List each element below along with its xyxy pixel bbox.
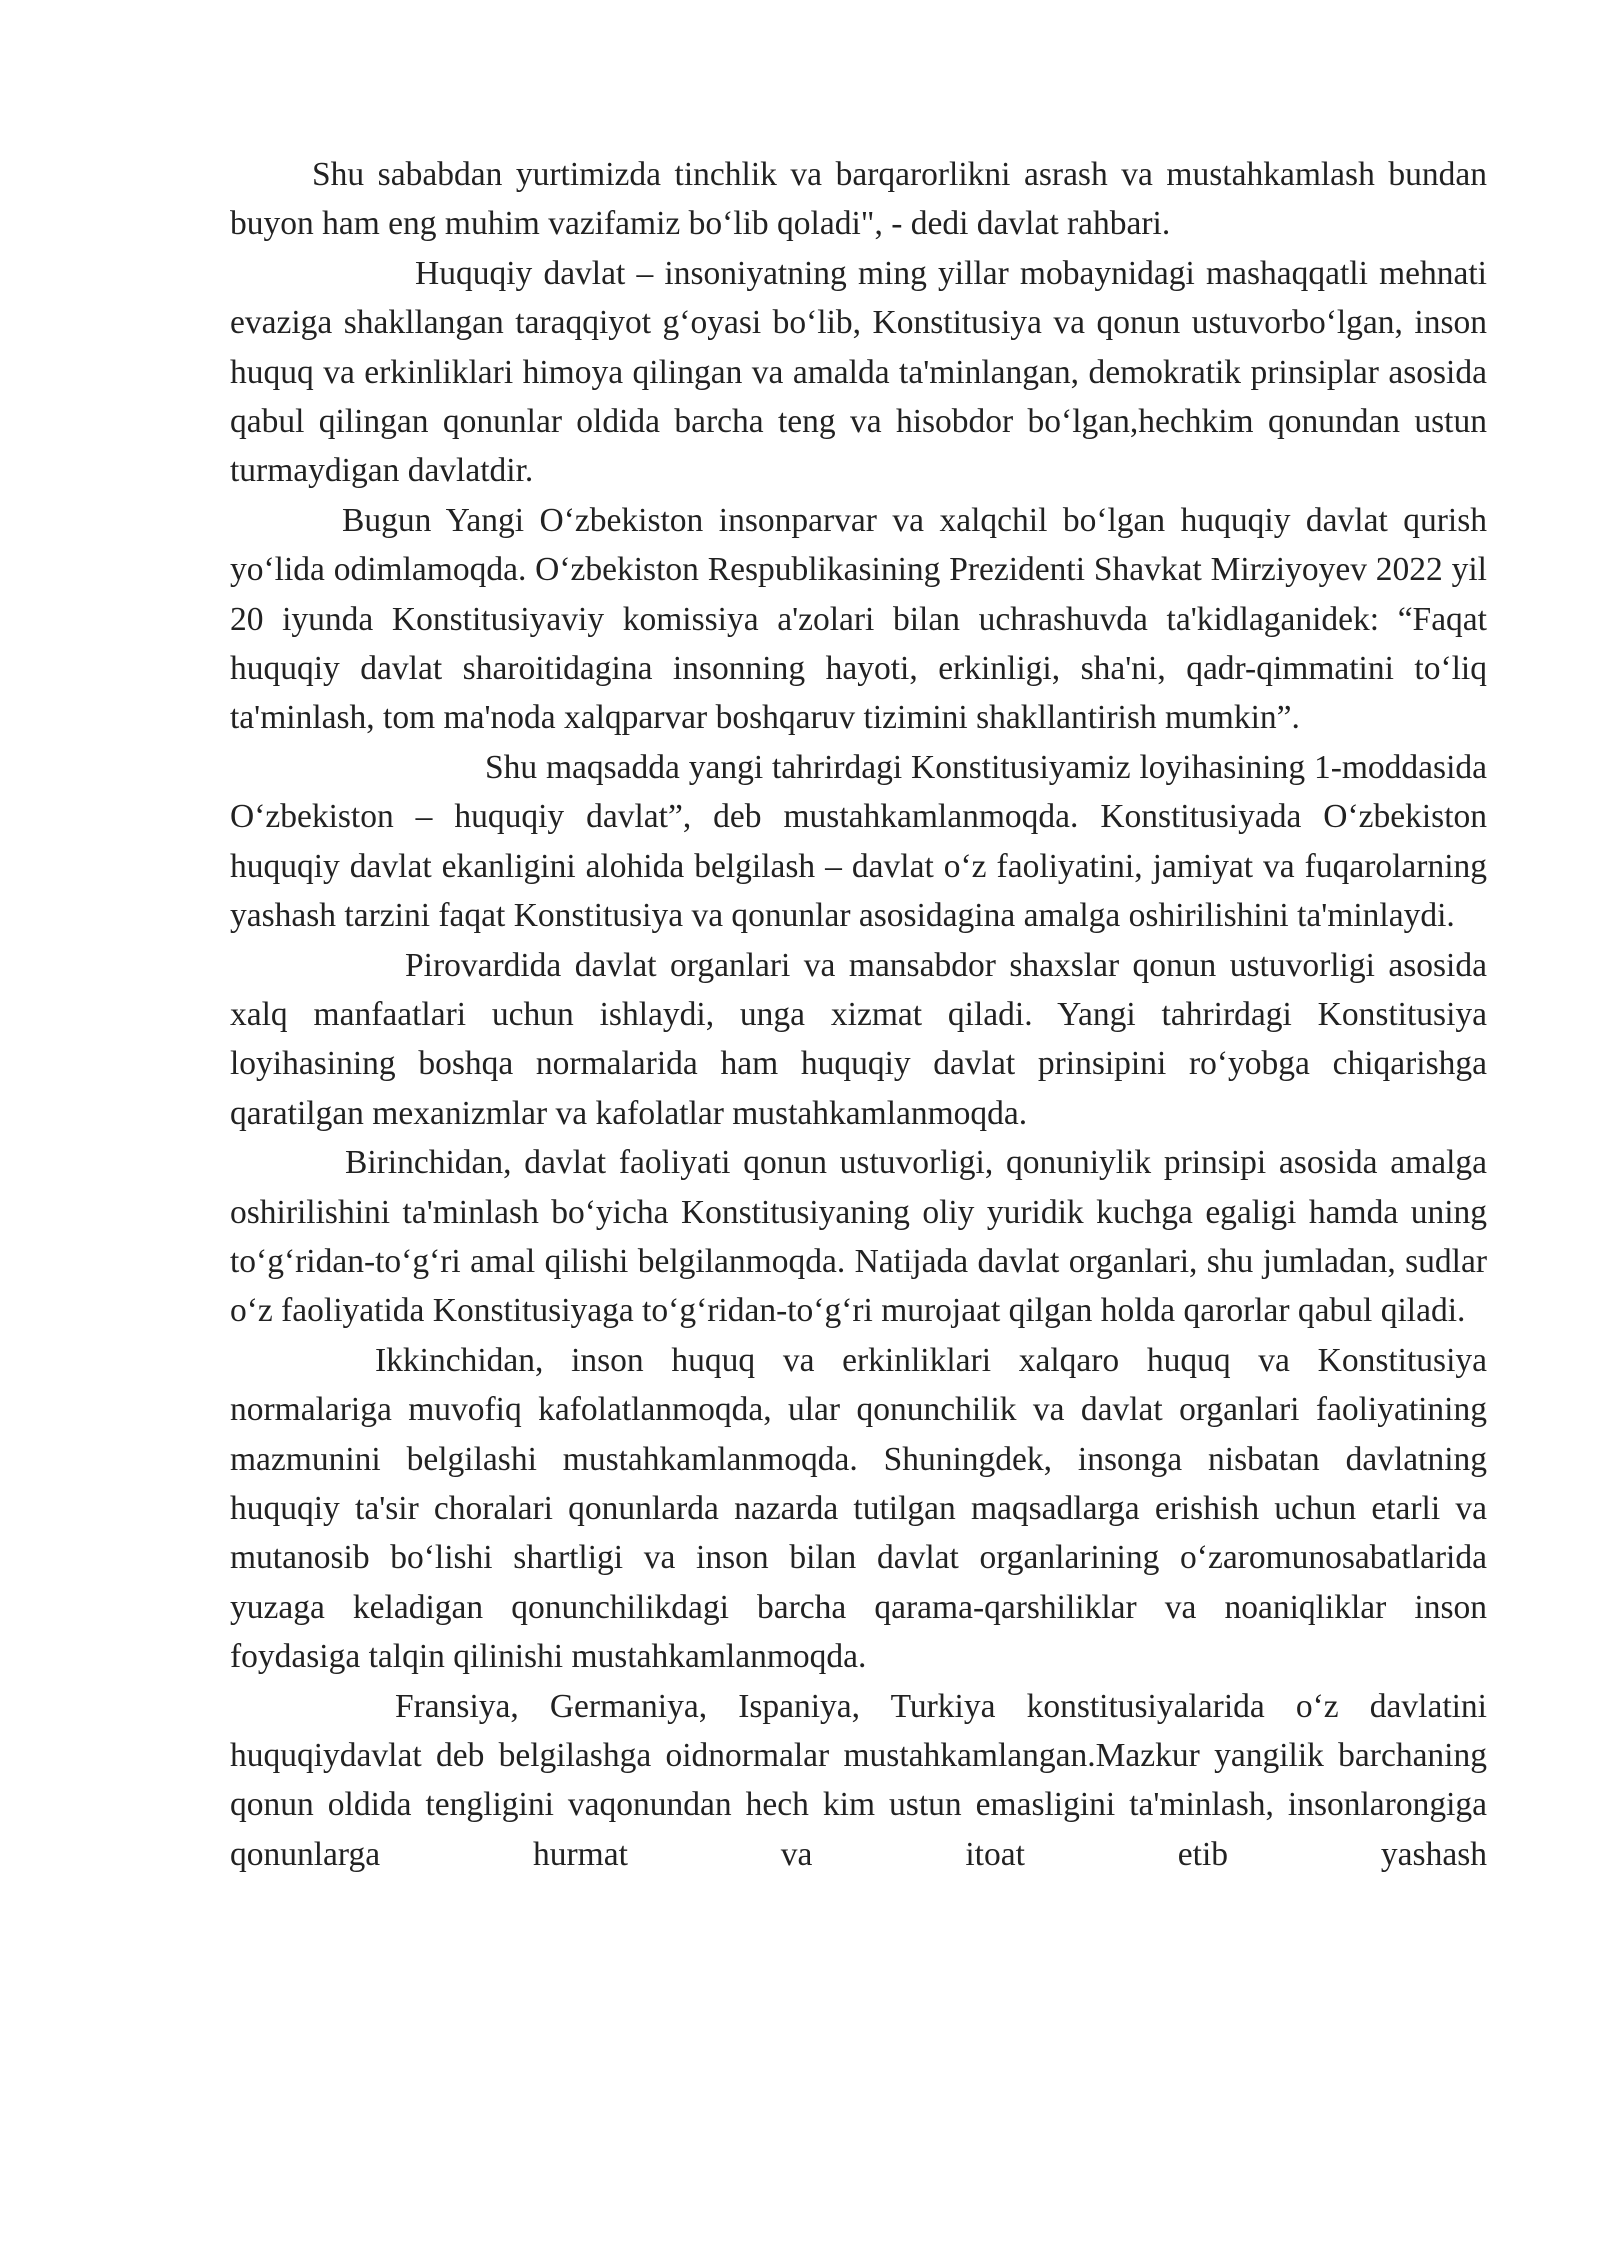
paragraph-3: Bugun Yangi O‘zbekiston insonparvar va xalqchil bo‘lgan huquqiy davlat qurish yo‘lida odimlamoqda. O‘zbekiston Respublikasining Prezidenti Shavkat Mirziyoyev 2022 yil 20 iyunda Konstitusiyaviy komissiya a'zolari bilan uchrashuvda ta'kidlaganidek: “Faqat huquqiy davlat sharoitidagina insonning hayoti, erkinligi, sha'ni, qadr-qimmatini to‘liq ta'minlash, tom ma'noda xalqparvar boshqaruv tizimini shakllantirish mumkin”. (230, 501, 1487, 737)
paragraph-4: Shu maqsadda yangi tahrirdagi Konstitusiyamiz loyihasining 1-moddasida O‘zbekiston – huquqiy davlat”, deb mustahkamlanmoqda. Konstitusiyada O‘zbekiston huquqiy davlat ekanligini alohida belgilash – davlat o‘z faoliyatini, jamiyat va fuqarolarning yashash tarzini faqat Konstitusiya va qonunlar asosidagina amalga oshirilishini ta'minlaydi. (230, 748, 1487, 935)
document-body (230, 150, 1487, 1879)
paragraph-5: Pirovardida davlat organlari va mansabdor shaxslar qonun ustuvorligi asosida xalq manfaatlari uchun ishlaydi, unga xizmat qiladi. Yangi tahrirdagi Konstitusiya loyihasining boshqa normalarida ham huquqiy davlat prinsipini ro‘yobga chiqarishga qaratilgan mexanizmlar va kafolatlar mustahkamlanmoqda. (230, 946, 1487, 1132)
paragraph-8: Fransiya, Germaniya, Ispaniya, Turkiya konstitusiyalarida o‘z davlatini huquqiydavlat deb belgilashga oidnormalar mustahkamlangan.Mazkur yangilik barchaning qonun oldida tengligini vaqonundan hech kim ustun emasligini ta'minlash, insonlarongiga qonunlarga hurmat va itoat etib yashash (230, 1687, 1487, 1873)
paragraph-1: Shu sababdan yurtimizda tinchlik va barqarorlikni asrash va mustahkamlash bundan buyon ham eng muhim vazifamiz bo‘lib qoladi", - dedi davlat rahbari. (230, 156, 1487, 243)
paragraph-6: Birinchidan, davlat faoliyati qonun ustuvorligi, qonuniylik prinsipi asosida amalga oshirilishini ta'minlash bo‘yicha Konstitusiyaning oliy yuridik kuchga egaligi hamda uning to‘g‘ridan-to‘g‘ri amal qilishi belgilanmoqda. Natijada davlat organlari, shu jumladan, sudlar o‘z faoliyatida Konstitusiyaga to‘g‘ridan-to‘g‘ri murojaat qilgan holda qarorlar qabul qiladi. (230, 1144, 1487, 1330)
paragraph-2: Huquqiy davlat – insoniyatning ming yillar mobaynidagi mashaqqatli mehnati evaziga shakllangan taraqqiyot g‘oyasi bo‘lib, Konstitusiya va qonun ustuvorbo‘lgan, inson huquq va erkinliklari himoya qilingan va amalda ta'minlangan, demokratik prinsiplar asosida qabul qilingan qonunlar oldida barcha teng va hisobdor bo‘lgan,hechkim qonundan ustun turmaydigan davlatdir. (230, 254, 1487, 490)
paragraph-7: Ikkinchidan, inson huquq va erkinliklari xalqaro huquq va Konstitusiya normalariga muvofiq kafolatlanmoqda, ular qonunchilik va davlat organlari faoliyatining mazmunini belgilashi mustahkamlanmoqda. Shuningdek, insonga nisbatan davlatning huquqiy ta'sir choralari qonunlarda nazarda tutilgan maqsadlarga erishish uchun etarli va mutanosib bo‘lishi shartligi va inson bilan davlat organlarining o‘zaromunosabatlarida yuzaga keladigan qonunchilikdagi barcha qarama-qarshiliklar va noaniqliklar inson foydasiga talqin qilinishi mustahkamlanmoqda. (230, 1341, 1487, 1676)
